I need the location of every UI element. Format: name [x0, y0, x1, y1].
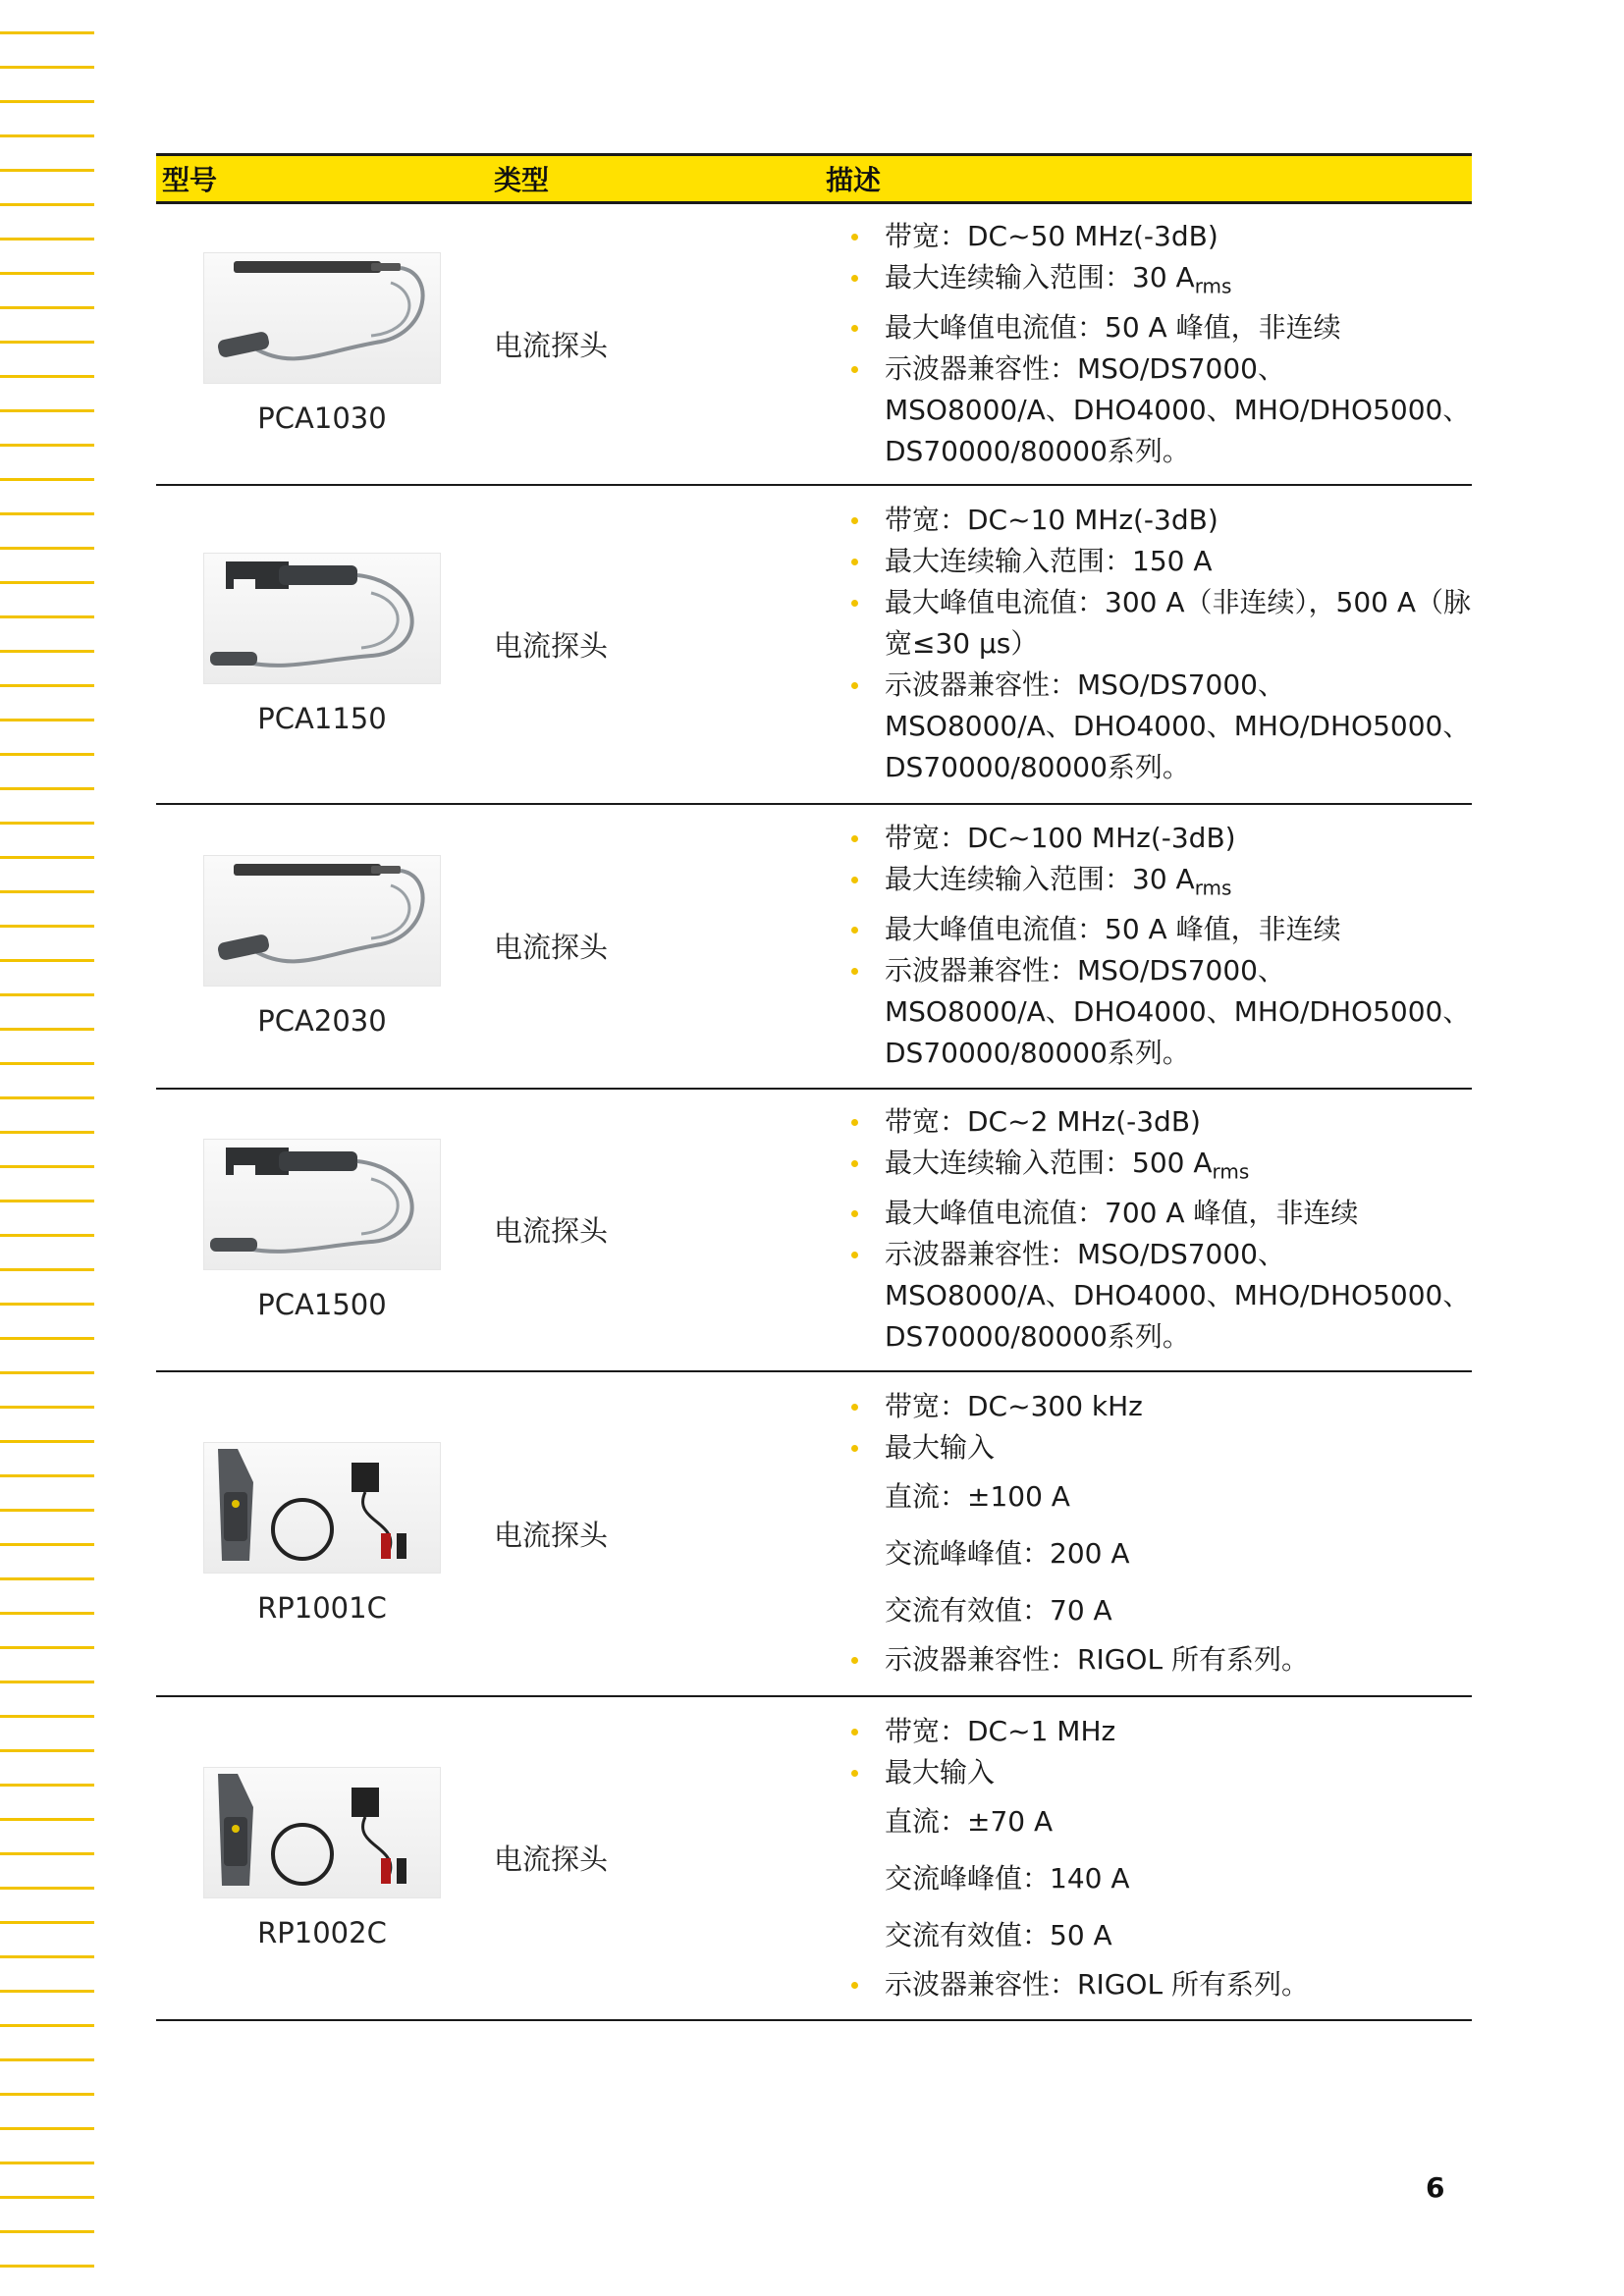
header-model: 型号	[156, 155, 488, 203]
spec-compat: 示波器兼容性：MSO/DS7000、MSO8000/A、DHO4000、MHO/DHO5000、DS70000/80000系列。	[849, 348, 1472, 472]
header-description: 描述	[820, 155, 1472, 203]
spec-range-unit: rms	[1194, 274, 1232, 298]
table-row	[156, 804, 1472, 1089]
description-cell	[820, 804, 1472, 1089]
type-cell: 电流探头	[488, 1696, 820, 2020]
spec-ac-pp: 交流峰峰值：140 A	[885, 1861, 1130, 1895]
table-row	[156, 1696, 1472, 2020]
spec-peak: 最大峰值电流值：50 A 峰值，非连续	[849, 307, 1472, 348]
spec-peak: 最大峰值电流值：50 A 峰值，非连续	[849, 909, 1472, 950]
probe-photo-icon	[203, 553, 441, 684]
description-cell	[820, 485, 1472, 804]
type-cell: 电流探头	[488, 203, 820, 485]
table-row	[156, 1371, 1472, 1696]
spec-compat: 示波器兼容性：MSO/DS7000、MSO8000/A、DHO4000、MHO/DHO5000、DS70000/80000系列。	[849, 950, 1472, 1074]
page-number: 6	[1426, 2171, 1445, 2204]
model-name: PCA1500	[257, 1287, 387, 1321]
table-row	[156, 485, 1472, 804]
model-name: PCA2030	[257, 1003, 387, 1038]
model-name: RP1001C	[257, 1591, 387, 1625]
spec-max-input: 最大输入	[849, 1427, 1472, 1468]
margin-stripes	[0, 0, 94, 2296]
model-cell	[156, 203, 488, 485]
spec-range: 最大连续输入范围：150 A	[849, 541, 1472, 582]
model-cell	[156, 1089, 488, 1371]
spec-peak: 最大峰值电流值：300 A（非连续），500 A（脉宽≤30 μs）	[849, 582, 1472, 665]
table-header-row	[156, 155, 1472, 203]
spec-peak: 最大峰值电流值：700 A 峰值，非连续	[849, 1193, 1472, 1234]
spec-bandwidth: 带宽：DC~100 MHz(-3dB)	[849, 818, 1472, 859]
product-table-sheet	[156, 153, 1472, 2021]
spec-ac-pp: 交流峰峰值：200 A	[885, 1537, 1130, 1570]
spec-bandwidth: 带宽：DC~10 MHz(-3dB)	[849, 500, 1472, 541]
model-cell	[156, 804, 488, 1089]
spec-bandwidth: 带宽：DC~50 MHz(-3dB)	[849, 216, 1472, 257]
spec-bandwidth: 带宽：DC~2 MHz(-3dB)	[849, 1101, 1472, 1143]
spec-compat: 示波器兼容性：MSO/DS7000、MSO8000/A、DHO4000、MHO/DHO5000、DS70000/80000系列。	[849, 665, 1472, 788]
spec-range	[849, 1143, 1472, 1193]
type-cell: 电流探头	[488, 1371, 820, 1696]
spec-range-unit: rms	[1212, 1159, 1250, 1184]
header-type: 类型	[488, 155, 820, 203]
probe-photo-icon	[203, 855, 441, 987]
table-row	[156, 203, 1472, 485]
spec-ac-rms: 交流有效值：70 A	[885, 1594, 1112, 1627]
spec-range-value: 最大连续输入范围：30 A	[885, 260, 1195, 294]
description-cell	[820, 1371, 1472, 1696]
description-cell	[820, 1089, 1472, 1371]
model-name: PCA1030	[257, 401, 387, 436]
description-cell	[820, 203, 1472, 485]
type-cell: 电流探头	[488, 1089, 820, 1371]
probe-photo-icon	[203, 252, 441, 384]
spec-compat: 示波器兼容性：RIGOL 所有系列。	[849, 1639, 1472, 1681]
model-name: PCA1150	[257, 702, 387, 735]
type-cell: 电流探头	[488, 485, 820, 804]
spec-range	[849, 859, 1472, 909]
spec-bandwidth: 带宽：DC~1 MHz	[849, 1711, 1472, 1752]
description-cell	[820, 1696, 1472, 2020]
spec-range	[849, 257, 1472, 307]
spec-compat: 示波器兼容性：MSO/DS7000、MSO8000/A、DHO4000、MHO/DHO5000、DS70000/80000系列。	[849, 1234, 1472, 1358]
spec-bandwidth: 带宽：DC~300 kHz	[849, 1386, 1472, 1427]
probe-kit-photo-icon	[203, 1767, 441, 1898]
spec-dc: 直流：±70 A	[885, 1804, 1054, 1838]
spec-compat: 示波器兼容性：RIGOL 所有系列。	[849, 1964, 1472, 2005]
spec-range-value: 最大连续输入范围：500 A	[885, 1147, 1213, 1180]
probe-photo-icon	[203, 1139, 441, 1270]
table-row	[156, 1089, 1472, 1371]
model-cell	[156, 1696, 488, 2020]
spec-ac-rms: 交流有效值：50 A	[885, 1918, 1112, 1951]
model-cell	[156, 1371, 488, 1696]
spec-range-unit: rms	[1194, 876, 1232, 900]
model-name: RP1002C	[257, 1915, 387, 1949]
spec-dc: 直流：±100 A	[885, 1480, 1070, 1513]
spec-range-value: 最大连续输入范围：30 A	[885, 863, 1195, 896]
current-probe-table	[156, 153, 1472, 2021]
model-cell	[156, 485, 488, 804]
spec-max-input: 最大输入	[849, 1752, 1472, 1793]
probe-kit-photo-icon	[203, 1442, 441, 1574]
type-cell: 电流探头	[488, 804, 820, 1089]
